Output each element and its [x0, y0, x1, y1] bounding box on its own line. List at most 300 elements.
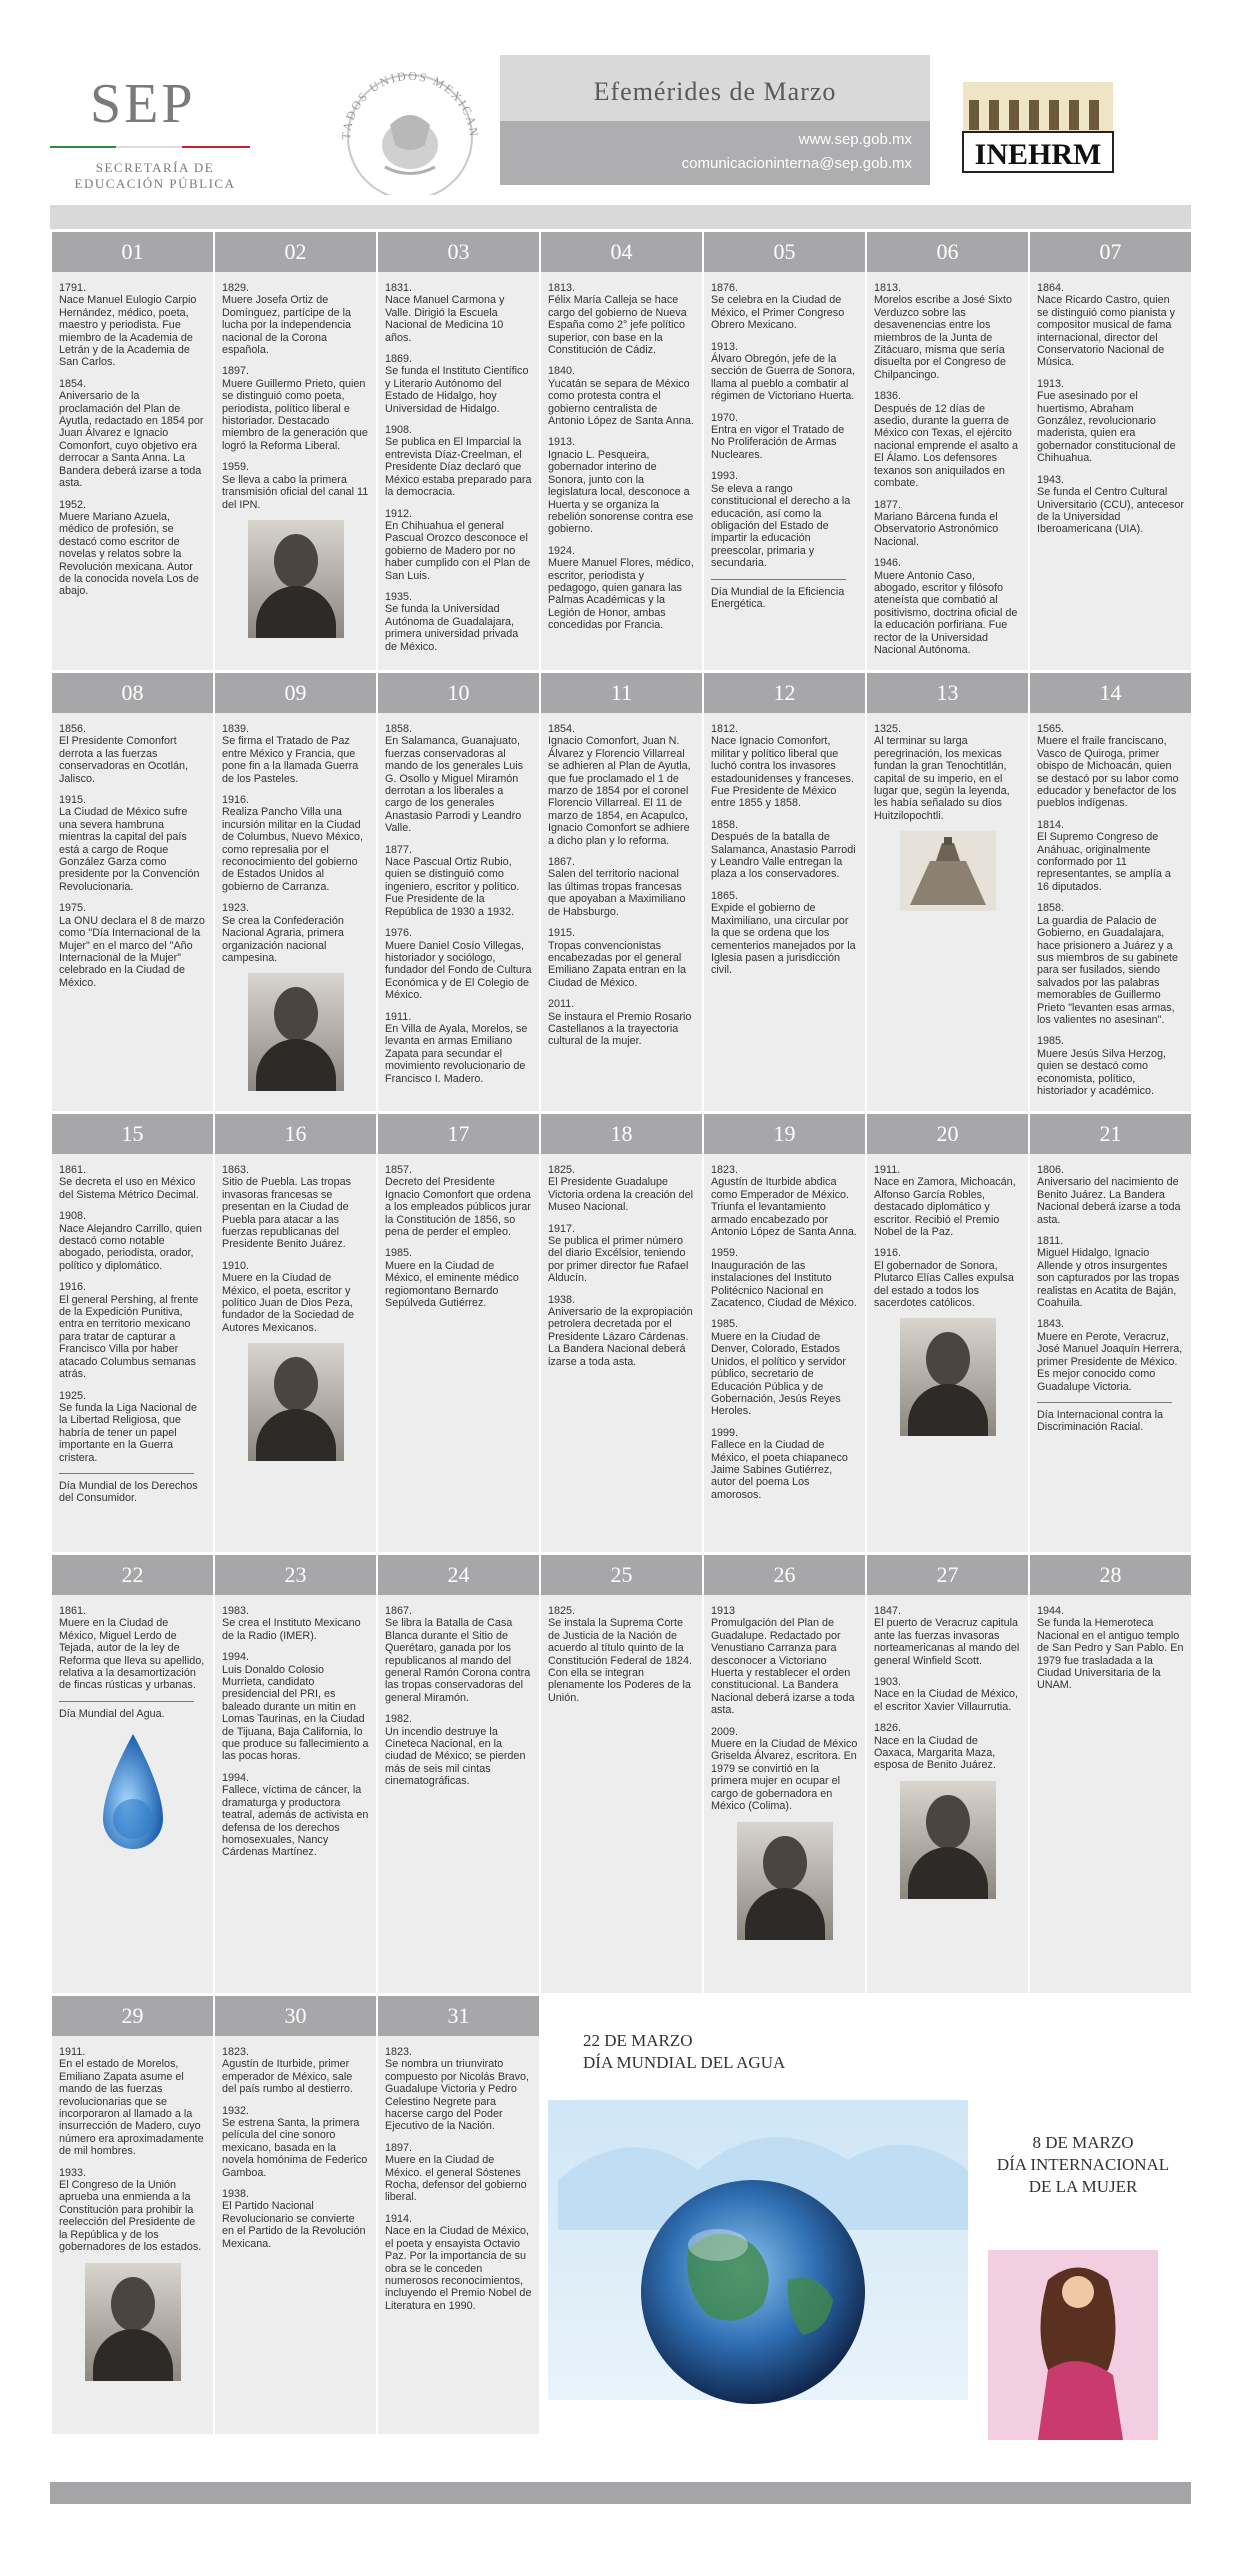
- event-entry: [874, 1605, 1021, 1667]
- day-number: 12: [704, 673, 865, 713]
- event-text: Se funda la Universidad Autónoma de Guadalajara, primera universidad privada de México.: [385, 603, 519, 653]
- event-text: En Villa de Ayala, Morelos, se levanta en armas Emiliano Zapata para secundar el movimiento revolucionario de Francisco I. Madero.: [385, 1022, 528, 1085]
- event-text: En el estado de Morelos, Emiliano Zapata asume el mando de las fuerzas revolucionarias que se incorporaron al llamado a la insurrección de Madero, cuyo número era aproximadamente de mil hombres.: [59, 2058, 204, 2158]
- day-events: [52, 1154, 213, 1518]
- event-year: 1914.: [385, 2212, 413, 2225]
- event-text: Nace Pascual Ortiz Rubio, quien se distinguió como ingeniero, escritor y político. Fue Presidente de la República de 1930 a 1932.: [385, 856, 520, 918]
- event-year: 1867.: [548, 856, 576, 869]
- event-text: Muere en la Ciudad de México. el general Sóstenes Rocha, defensor del gobierno liberal.: [385, 2154, 527, 2204]
- day-cell-02: [215, 232, 376, 670]
- sep-logo-line1: SECRETARÍA DE: [95, 160, 215, 175]
- event-text: Se publica el primer número del diario Excélsior, teniendo por primer director fue Rafael Alducín.: [548, 1235, 689, 1285]
- day-number: 29: [52, 1996, 213, 2036]
- event-entry: [1037, 723, 1184, 810]
- event-text: Se eleva a rango constitucional el derecho a la educación, así como la obligación del Estado de impartir la educación preescolar, primaria y secundaria.: [711, 482, 851, 570]
- event-year: 1976.: [385, 927, 413, 940]
- commemoration-text: Día Mundial de la Eficiencia Energética.: [711, 585, 845, 610]
- day-number: 08: [52, 673, 213, 713]
- event-entry: [1037, 1605, 1184, 1692]
- event-year: 1813.: [548, 282, 576, 294]
- event-year: 1959.: [222, 461, 250, 474]
- event-text: Se instala la Suprema Corte de Justicia de la Nación de acuerdo al título quinto de la Constitución Federal de 1824. Con ella se integran plenamente los Poderes de la Unión.: [548, 1617, 693, 1704]
- event-entry: [1037, 1318, 1184, 1392]
- event-year: 1836.: [874, 390, 902, 403]
- event-text: Ignacio L. Pesqueira, gobernador interino de Sonora, junto con la legislatura local, desconoce a Huerta y se organiza la rebelión sonorense contra ese gobierno.: [548, 448, 694, 536]
- event-year: 1908.: [385, 424, 413, 437]
- day-cell-09: [215, 673, 376, 1111]
- day-number: 26: [704, 1555, 865, 1595]
- event-entry: [222, 1651, 369, 1763]
- event-entry: [59, 902, 206, 989]
- event-text: Se nombra un triunvirato compuesto por Nicolás Bravo, Guadalupe Victoria y Pedro Celestino Negrete para hacerse cargo del Poder Ejecutivo de la Nación.: [385, 2058, 530, 2133]
- event-text: Se firma el Tratado de Paz entre México y Francia, que pone fin a la llamada Guerra de los Pasteles.: [222, 735, 359, 785]
- event-entry: [874, 1247, 1021, 1309]
- event-year: 2009.: [711, 1725, 739, 1738]
- event-text: El Congreso de la Unión aprueba una enmienda a la Constitución para prohibir la reelección del Presidente de la República y de los gobernadores de los estados.: [59, 2179, 202, 2254]
- event-year: 1916.: [874, 1247, 902, 1260]
- event-year: 1811.: [1037, 1235, 1064, 1248]
- day-events: [52, 272, 213, 611]
- event-year: 1994.: [222, 1651, 250, 1664]
- event-entry: [59, 1210, 206, 1272]
- event-entry: [222, 2105, 369, 2179]
- divider: [59, 1473, 194, 1474]
- day-cell-25: [541, 1555, 702, 1993]
- day-events: [1030, 713, 1191, 1110]
- day-events: [541, 1154, 702, 1381]
- event-entry: [874, 499, 1021, 549]
- event-year: 1826.: [874, 1722, 902, 1735]
- event-year: 1913.: [548, 436, 576, 449]
- event-year: 1944.: [1037, 1605, 1065, 1617]
- day-events: [378, 1595, 539, 1801]
- event-year: 1994.: [222, 1771, 250, 1784]
- event-entry: [385, 723, 532, 835]
- day-cell-18: [541, 1114, 702, 1552]
- day-number: 01: [52, 232, 213, 272]
- event-entry: [874, 282, 1021, 381]
- page-title: Efemérides de Marzo: [593, 77, 837, 106]
- day-number: 11: [541, 673, 702, 713]
- event-entry: [222, 1605, 369, 1642]
- sep-logo: [50, 50, 260, 190]
- day-cell-17: [378, 1114, 539, 1552]
- event-year: 1913.: [1037, 377, 1065, 390]
- event-year: 1858.: [711, 818, 739, 831]
- event-entry: [385, 844, 532, 918]
- event-entry: [711, 1247, 858, 1309]
- portrait-photo: [900, 1318, 996, 1436]
- event-text: El Presidente Guadalupe Victoria ordena la creación del Museo Nacional.: [548, 1176, 694, 1214]
- day-events: [704, 1154, 865, 1514]
- day-cell-31: [378, 1996, 539, 2434]
- day-number: 18: [541, 1114, 702, 1154]
- day-cell-30: [215, 1996, 376, 2434]
- day-cell-15: [52, 1114, 213, 1552]
- women-day-name-1: DÍA INTERNACIONAL: [996, 2155, 1170, 2174]
- event-text: Nace en la Ciudad de Oaxaca, Margarita Maza, esposa de Benito Juárez.: [874, 1734, 996, 1772]
- event-text: Agustín de Iturbide, primer emperador de México, sale del país rumbo al destierro.: [222, 2058, 353, 2096]
- event-text: Se lleva a cabo la primera transmisión oficial del canal 11 del IPN.: [222, 473, 369, 511]
- portrait-photo: [737, 1822, 833, 1940]
- event-entry: [548, 545, 695, 632]
- event-entry: [1037, 378, 1184, 465]
- event-entry: [59, 378, 206, 490]
- day-cell-01: [52, 232, 213, 670]
- event-entry: [711, 1164, 858, 1238]
- event-entry: [385, 2046, 532, 2133]
- event-year: 1814.: [1037, 818, 1065, 831]
- inehrm-wordmark: INEHRM: [974, 138, 1102, 171]
- event-text: Muere Mariano Azuela, médico de profesión, se destacó como escritor de novelas y relatos sobre la Revolución mexicana. Autor de la conocida novela Los de abajo.: [59, 510, 199, 598]
- water-day-name: DÍA MUNDIAL DEL AGUA: [583, 2053, 786, 2072]
- calendar-top-bar: [50, 205, 1191, 229]
- day-events: [867, 713, 1028, 923]
- event-text: Muere Jesús Silva Herzog, quien se destacó como economista, político, historiador y académico.: [1037, 1047, 1167, 1097]
- day-number: 30: [215, 1996, 376, 2036]
- day-events: [867, 272, 1028, 669]
- event-text: Se celebra en la Ciudad de México, el Primer Congreso Obrero Mexicano.: [711, 294, 845, 332]
- event-entry: [59, 2167, 206, 2254]
- event-text: Miguel Hidalgo, Ignacio Allende y otros insurgentes son capturados por las tropas realistas en Acatita de Baján, Coahuila.: [1037, 1247, 1180, 1310]
- day-events: [378, 272, 539, 666]
- day-cell-08: [52, 673, 213, 1111]
- event-entry: [711, 1427, 858, 1501]
- event-year: 1865.: [711, 889, 739, 902]
- event-year: 1861.: [59, 1605, 87, 1617]
- day-events: [867, 1595, 1028, 1911]
- day-cell-16: [215, 1114, 376, 1552]
- event-year: 1856.: [59, 723, 87, 735]
- day-cell-13: [867, 673, 1028, 1111]
- event-text: Álvaro Obregón, jefe de la sección de Guerra de Sonora, llama al pueblo a combatir al régimen de Victoriano Huerta.: [711, 353, 856, 403]
- event-entry: [385, 1247, 532, 1309]
- event-entry: [59, 282, 206, 369]
- day-cell-24: [378, 1555, 539, 1993]
- day-number: 13: [867, 673, 1028, 713]
- day-cell-27: [867, 1555, 1028, 1993]
- day-events: [1030, 272, 1191, 549]
- event-text: Muere Guillermo Prieto, quien se distinguió como poeta, periodista, político liberal e historiador. Destacado miembro de la generación que logró la Reforma Liberal.: [222, 377, 368, 452]
- event-entry: [222, 1772, 369, 1859]
- day-cell-29: [52, 1996, 213, 2434]
- commemoration-text: Día Mundial de los Derechos del Consumidor.: [59, 1479, 198, 1505]
- event-entry: [385, 1164, 532, 1238]
- day-cell-05: [704, 232, 865, 670]
- day-number: 14: [1030, 673, 1191, 713]
- event-text: Nace Manuel Eulogio Carpio Hernández, médico, poeta, maestro y periodista. Fue miembro de la Academia de Letrán y de la Academia de San Carlos.: [59, 294, 197, 369]
- event-entry: [1037, 282, 1184, 369]
- event-year: 1975.: [59, 902, 87, 915]
- event-entry: [1037, 1235, 1184, 1309]
- event-text: Muere Josefa Ortiz de Domínguez, partícipe de la lucha por la independencia nacional de la Corona española.: [222, 294, 352, 357]
- event-text: Se decreta el uso en México del Sistema Métrico Decimal.: [59, 1176, 199, 1201]
- event-year: 1812.: [711, 723, 739, 735]
- day-cell-11: [541, 673, 702, 1111]
- event-year: 1943.: [1037, 473, 1065, 486]
- event-year: 1857.: [385, 1164, 413, 1176]
- event-text: La Ciudad de México sufre una severa hambruna mientras la capital del país está a cargo de Roque González Garza como presidente por la Convención Revolucionaria.: [59, 806, 200, 893]
- event-entry: [59, 1164, 206, 1201]
- event-entry: [222, 1164, 369, 1251]
- event-text: Muere en la Ciudad de Denver, Colorado, Estados Unidos, el político y servidor público, secretario de Educación Pública y de Gobernación, Jesús Reyes Heroles.: [711, 1330, 847, 1418]
- event-text: Nace Ricardo Castro, quien se distinguió como pianista y compositor musical de fama internacional, director del Conservatorio Nacional de Música.: [1037, 294, 1176, 369]
- seal-text: TADOS UNIDOS MEXICAN: [338, 68, 482, 141]
- day-number: 16: [215, 1114, 376, 1154]
- event-text: Muere en Perote, Veracruz, José Manuel Joaquín Herrera, primer Presidente de México. Es mejor conocido como Guadalupe Victoria.: [1037, 1330, 1183, 1393]
- event-text: En Salamanca, Guanajuato, fuerzas conservadoras al mando de los generales Luis G. Osollo y Miguel Miramón derrotan a los liberales a cargo de los generales Anastasio Parrodi y Leandro Valle.: [385, 735, 524, 835]
- event-text: Inauguración de las instalaciones del Instituto Politécnico Nacional en Zacatenco, Ciudad de México.: [711, 1259, 857, 1310]
- event-entry: [711, 470, 858, 569]
- event-text: Se libra la Batalla de Casa Blanca durante el Sitio de Querétaro, ganada por los republicanos al mando del general Ramón Corona contra las tropas conservadoras del general Miramón.: [385, 1617, 531, 1704]
- day-number: 06: [867, 232, 1028, 272]
- event-year: 1858.: [1037, 902, 1065, 915]
- day-events: [1030, 1154, 1191, 1447]
- event-text: Nace en la Ciudad de México, el poeta y ensayista Octavio Paz. Por la importancia de su obra se le conceden numerosos reconocimientos, incluyendo el Premio Nobel de Literatura en 1990.: [385, 2225, 532, 2312]
- event-text: Aniversario de la proclamación del Plan de Ayutla, redactado en 1854 por Juan Álvarez e Ignacio Comonfort, cuyo objetivo era derrocar a Santa Anna. La Bandera deberá izarse a toda asta.: [59, 390, 204, 490]
- event-entry: [711, 1726, 858, 1813]
- pyramid-illustration: [900, 831, 996, 911]
- event-text: Después de la batalla de Salamanca, Anastasio Parrodi y Leandro Valle entregan la plaza a los conservadores.: [711, 831, 856, 881]
- portrait-photo: [85, 2263, 181, 2381]
- event-year: 1985.: [711, 1318, 739, 1331]
- event-text: Nace Alejandro Carrillo, quien destacó como notable abogado, periodista, orador, político y diplomático.: [59, 1222, 202, 1272]
- event-text: Realiza Pancho Villa una incursión militar en la Ciudad de Columbus, Nuevo México, como represalia por el reconocimiento del gobierno de Estados Unidos al gobierno de Carranza.: [222, 806, 364, 893]
- day-cell-10: [378, 673, 539, 1111]
- event-year: 1847.: [874, 1605, 902, 1617]
- event-text: Un incendio destruye la Cineteca Nacional, en la ciudad de México; se pierden más de seis mil cintas cinematográficas.: [385, 1725, 526, 1788]
- event-year: 1933.: [59, 2166, 87, 2179]
- event-entry: [548, 1164, 695, 1214]
- event-text: Sitio de Puebla. Las tropas invasoras francesas se presentan en la Ciudad de Puebla para atacar a las fuerzas republicanas del Presidente Benito Juárez.: [222, 1176, 352, 1251]
- event-entry: [385, 424, 532, 498]
- event-entry: [1037, 1164, 1184, 1226]
- day-events: [378, 713, 539, 1098]
- event-text: Se funda el Centro Cultural Universitario (CCU), antecesor de la Universidad Iberoamericana (UIA).: [1037, 486, 1184, 536]
- event-text: Fallece en la Ciudad de México, el poeta chiapaneco Jaime Sabines Gutiérrez, autor del poema Los amorosos.: [711, 1439, 848, 1501]
- event-text: Expide el gobierno de Maximiliano, una circular por la que se ordena que los cementerios manejados por la Iglesia pasen a jurisdicción civil.: [711, 902, 856, 977]
- day-number: 22: [52, 1555, 213, 1595]
- day-number: 17: [378, 1114, 539, 1154]
- day-number: 02: [215, 232, 376, 272]
- event-text: Fallece, víctima de cáncer, la dramaturga y productora teatral, además de activista en defensa de los derechos homosexuales, Nancy Cárdenas Martínez.: [222, 1784, 369, 1859]
- event-entry: [711, 412, 858, 462]
- day-events: [1030, 1595, 1191, 1705]
- event-year: 1831.: [385, 282, 413, 294]
- poster-artwork: [548, 2030, 1191, 2470]
- sep-logo-line2: EDUCACIÓN PÚBLICA: [74, 176, 236, 191]
- divider: [59, 1701, 194, 1702]
- event-year: 1915.: [59, 794, 87, 807]
- event-text: Nace Ignacio Comonfort, militar y político liberal que luchó contra los invasores estadounidenses y franceses. Fue Presidente de México entre 1855 y 1858.: [711, 735, 854, 810]
- divider: [711, 579, 846, 580]
- contact-bar: [500, 121, 930, 185]
- event-text: Yucatán se separa de México como protesta contra el gobierno centralista de Antonio López de Santa Anna.: [548, 377, 694, 428]
- day-events: [867, 1154, 1028, 1448]
- event-year: 1813.: [874, 282, 902, 294]
- event-entry: [548, 927, 695, 989]
- event-entry: [222, 2046, 369, 2096]
- event-text: Se funda la Hemeroteca Nacional en el antiguo templo de San Pedro y San Pablo. En 1979 fue trasladada a la Ciudad Universitaria de la UNAM.: [1037, 1617, 1184, 1692]
- event-entry: [59, 2046, 206, 2158]
- day-cell-12: [704, 673, 865, 1111]
- event-text: En Chihuahua el general Pascual Orozco desconoce el gobierno de Madero por no haber cumplido con el Plan de San Luis.: [385, 519, 531, 582]
- event-text: Entra en vigor el Tratado de No Proliferación de Armas Nucleares.: [711, 424, 845, 461]
- event-year: 1932.: [222, 2104, 250, 2117]
- day-events: [215, 2036, 376, 2263]
- event-text: Se funda el Instituto Científico y Literario Autónomo del Estado de Hidalgo, hoy Universidad de Hidalgo.: [385, 365, 529, 415]
- event-entry: [548, 436, 695, 535]
- event-entry: [1037, 902, 1184, 1026]
- event-year: 1911.: [385, 1010, 412, 1023]
- water-day-title: [583, 2030, 785, 2074]
- event-entry: [711, 341, 858, 403]
- day-number: 21: [1030, 1114, 1191, 1154]
- event-entry: [222, 1260, 369, 1334]
- day-events: [215, 713, 376, 1103]
- day-cell-20: [867, 1114, 1028, 1552]
- event-year: 1897.: [385, 2141, 413, 2154]
- event-year: 1993.: [711, 470, 739, 483]
- event-entry: [385, 508, 532, 582]
- event-entry: [222, 723, 369, 785]
- portrait-photo: [248, 973, 344, 1091]
- event-entry: [1037, 474, 1184, 536]
- event-year: 1825.: [548, 1605, 576, 1617]
- commemoration-text: Día Internacional contra la Discriminación Racial.: [1037, 1408, 1164, 1434]
- day-cell-19: [704, 1114, 865, 1552]
- event-entry: [548, 1223, 695, 1285]
- event-text: Muere Daniel Cosío Villegas, historiador y sociólogo, fundador del Fondo de Cultura Económica y de El Colegio de México.: [385, 939, 532, 1002]
- event-text: Mariano Bárcena funda el Observatorio Astronómico Nacional.: [874, 510, 999, 548]
- event-entry: [222, 794, 369, 893]
- website-link[interactable]: www.sep.gob.mx: [798, 131, 912, 148]
- event-entry: [548, 282, 695, 356]
- event-text: El Supremo Congreso de Anáhuac, originalmente conformado por 11 representantes, se amplía a 16 diputados.: [1037, 831, 1171, 893]
- event-year: 1910.: [222, 1259, 250, 1272]
- event-text: Al terminar su larga peregrinación, los mexicas fundan la gran Tenochtitlán, capital de su imperio, en el lugar que, según la leyenda, les había señalado su dios Huitzilopochtli.: [874, 735, 1010, 822]
- event-text: La ONU declara el 8 de marzo como "Día Internacional de la Mujer" en el marco del "Año Internacional de la Mujer" celebrado en la Ciudad de México.: [59, 914, 205, 989]
- portrait-photo: [248, 520, 344, 638]
- day-events: [52, 2036, 213, 2393]
- day-events: [704, 272, 865, 623]
- event-entry: [874, 557, 1021, 656]
- event-entry: [222, 461, 369, 511]
- event-entry: [385, 2213, 532, 2312]
- event-year: 1858.: [385, 723, 413, 735]
- event-year: 1823.: [711, 1164, 739, 1176]
- event-year: 1985.: [385, 1247, 413, 1260]
- event-year: 1854.: [548, 723, 576, 735]
- day-events: [704, 713, 865, 990]
- event-entry: [548, 998, 695, 1048]
- event-entry: [1037, 1035, 1184, 1097]
- event-year: 1908.: [59, 1210, 87, 1223]
- email-link[interactable]: comunicacioninterna@sep.gob.mx: [681, 155, 912, 172]
- event-entry: [385, 927, 532, 1001]
- event-year: 1565.: [1037, 723, 1065, 735]
- water-day-date: 22 DE MARZO: [583, 2031, 693, 2050]
- event-text: Se estrena Santa, la primera película del cine sonoro mexicano, basada en la novela homónima de Federico Gamboa.: [222, 2117, 368, 2179]
- event-year: 1876.: [711, 282, 739, 294]
- day-events: [704, 1595, 865, 1952]
- event-text: Nace Manuel Carmona y Valle. Dirigió la Escuela Nacional de Medicina 10 años.: [385, 294, 505, 344]
- event-year: 1840.: [548, 365, 576, 378]
- event-entry: [59, 1390, 206, 1464]
- water-drop-icon: [83, 1729, 183, 1859]
- day-events: [52, 1595, 213, 1869]
- day-events: [215, 272, 376, 650]
- event-year: 1925.: [59, 1389, 87, 1402]
- sep-logo-tricolor: [50, 146, 250, 148]
- event-year: 1982.: [385, 1713, 413, 1726]
- event-year: 1913: [711, 1605, 736, 1617]
- event-year: 1911.: [874, 1164, 901, 1176]
- event-year: 1877.: [385, 843, 413, 856]
- event-year: 2011.: [548, 998, 575, 1011]
- event-text: Muere en la Ciudad de México, el poeta, escritor y político Juan de Dios Peza, fundador de la Sociedad de Autores Mexicanos.: [222, 1272, 355, 1334]
- event-entry: [222, 365, 369, 452]
- event-text: Muere en la Ciudad de México, Miguel Lerdo de Tejada, autor de la ley de Reforma que lleva su apellido, relativa a la desamortización de fincas rústicas y urbanas.: [59, 1617, 205, 1692]
- event-text: Muere Manuel Flores, médico, escritor, periodista y pedagogo, quien ganara las Palmas Académicas y la Legión de Honor, ambas concedidas por Francia.: [548, 557, 694, 632]
- event-text: Se crea el Instituto Mexicano de la Radio (IMER).: [222, 1617, 361, 1642]
- day-number: 10: [378, 673, 539, 713]
- portrait-photo: [248, 1343, 344, 1461]
- event-entry: [548, 365, 695, 427]
- event-entry: [59, 1281, 206, 1380]
- event-entry: [59, 499, 206, 598]
- day-number: 03: [378, 232, 539, 272]
- event-entry: [385, 2142, 532, 2204]
- event-text: El puerto de Veracruz capitula ante las fuerzas invasoras norteamericanas al mando del general Winfield Scott.: [874, 1617, 1020, 1667]
- event-year: 1867.: [385, 1605, 413, 1617]
- event-year: 1935.: [385, 590, 413, 603]
- day-cell-28: [1030, 1555, 1191, 1993]
- day-number: 04: [541, 232, 702, 272]
- event-entry: [548, 1294, 695, 1368]
- event-entry: [59, 723, 206, 785]
- event-entry: [385, 591, 532, 653]
- sep-logo-caption: [50, 160, 260, 192]
- calendar-bottom-bar: [50, 2482, 1191, 2504]
- event-year: 1938.: [548, 1293, 576, 1306]
- event-entry: [874, 1164, 1021, 1238]
- event-text: Salen del territorio nacional las últimas tropas francesas que apoyaban a Maximiliano de Habsburgo.: [548, 868, 686, 918]
- day-number: 23: [215, 1555, 376, 1595]
- event-entry: [385, 1713, 532, 1787]
- event-text: Fue asesinado por el huertismo, Abraham González, revolucionario maderista, quien era gobernador constitucional de Chihuahua.: [1037, 390, 1176, 465]
- day-events: [378, 1154, 539, 1322]
- event-entry: [874, 390, 1021, 489]
- event-text: Nace en Zamora, Michoacán, Alfonso García Robles, destacado diplomático y escritor. Recibió el Premio Nobel de la Paz.: [874, 1176, 1016, 1239]
- day-events: [541, 1595, 702, 1717]
- event-entry: [548, 856, 695, 918]
- event-year: 1970.: [711, 411, 739, 424]
- event-year: 1325.: [874, 723, 902, 735]
- day-cell-26: [704, 1555, 865, 1993]
- day-number: 15: [52, 1114, 213, 1154]
- day-number: 28: [1030, 1555, 1191, 1595]
- women-day-title: [988, 2132, 1178, 2198]
- event-entry: [59, 1605, 206, 1692]
- event-text: Muere Antonio Caso, abogado, escritor y filósofo ateneísta que combatió al positivismo, doctrina oficial de la educación porfiriana. Fue rector de la Universidad Nacional Autónoma.: [874, 569, 1018, 656]
- day-cell-03: [378, 232, 539, 670]
- commemoration-text: Día Mundial del Agua.: [59, 1707, 165, 1720]
- event-entry: [874, 1676, 1021, 1713]
- event-text: Se instaura el Premio Rosario Castellanos a la trayectoria cultural de la mujer.: [548, 1010, 692, 1048]
- event-year: 1829.: [222, 282, 250, 294]
- event-year: 1915.: [548, 927, 576, 940]
